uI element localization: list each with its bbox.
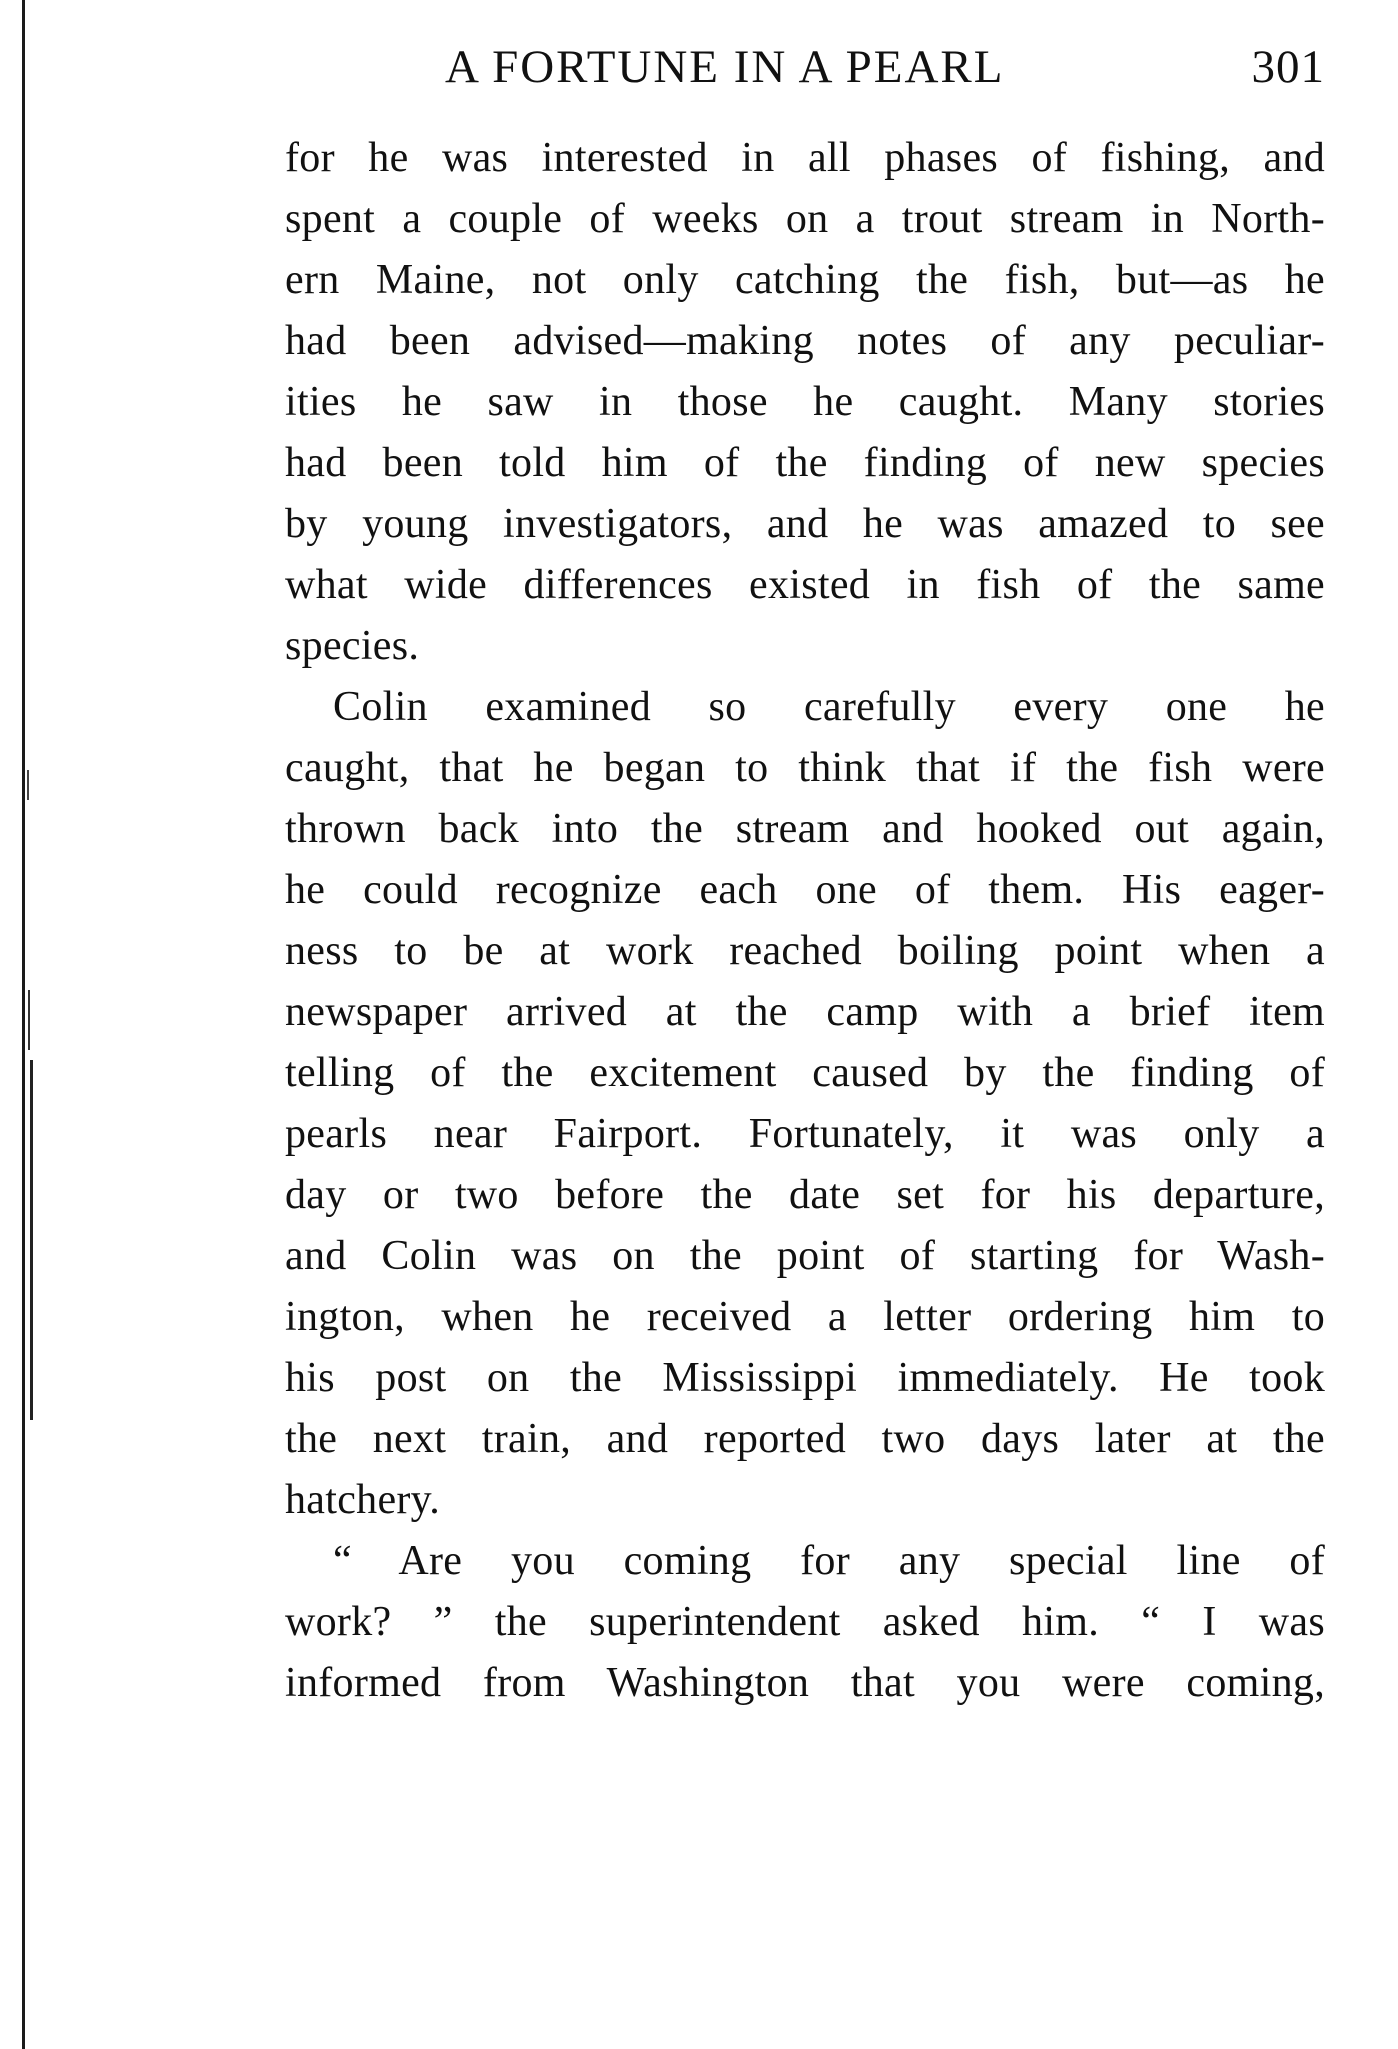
text-line: he could recognize each one of them. His eager-	[285, 867, 1325, 913]
text-line: ington, when he received a letter ordering him to	[285, 1294, 1325, 1340]
scan-binding-edge	[22, 0, 25, 2049]
page-header	[285, 40, 1325, 100]
text-line: informed from Washington that you were coming,	[285, 1660, 1325, 1706]
text-line: thrown back into the stream and hooked out again,	[285, 806, 1325, 852]
text-line: day or two before the date set for his departure,	[285, 1172, 1325, 1218]
page-number: 301	[1251, 41, 1325, 93]
text-line: and Colin was on the point of starting for Wash-	[285, 1233, 1325, 1279]
text-line: what wide differences existed in fish of the same	[285, 562, 1325, 608]
text-line: ities he saw in those he caught. Many stories	[285, 379, 1325, 425]
scan-edge-mark	[28, 990, 30, 1050]
text-line: had been advised—making notes of any peculiar-	[285, 318, 1325, 364]
text-line: ness to be at work reached boiling point when a	[285, 928, 1325, 974]
text-line: pearls near Fairport. Fortunately, it was only a	[285, 1111, 1325, 1157]
text-line: species.	[285, 623, 420, 669]
text-line: for he was interested in all phases of fishing, and	[285, 135, 1325, 181]
scan-edge-mark	[30, 1060, 33, 1420]
text-line: Colin examined so carefully every one he	[333, 684, 1325, 730]
running-title: A FORTUNE IN A PEARL	[445, 41, 1005, 93]
text-line: telling of the excitement caused by the finding of	[285, 1050, 1325, 1096]
text-line: by young investigators, and he was amazed to see	[285, 501, 1325, 547]
text-line: hatchery.	[285, 1477, 441, 1523]
text-line: newspaper arrived at the camp with a brief item	[285, 989, 1325, 1035]
text-line: his post on the Mississippi immediately. He took	[285, 1355, 1325, 1401]
text-line: caught, that he began to think that if the fish were	[285, 745, 1325, 791]
body-text	[285, 128, 1325, 1714]
text-line: work? ” the superintendent asked him. “ I was	[285, 1599, 1325, 1645]
text-line: ern Maine, not only catching the fish, but—as he	[285, 257, 1325, 303]
text-line: the next train, and reported two days later at the	[285, 1416, 1325, 1462]
scan-edge-mark	[27, 770, 29, 800]
text-line: “ Are you coming for any special line of	[333, 1538, 1325, 1584]
text-line: spent a couple of weeks on a trout stream in North-	[285, 196, 1325, 242]
text-line: had been told him of the finding of new species	[285, 440, 1325, 486]
